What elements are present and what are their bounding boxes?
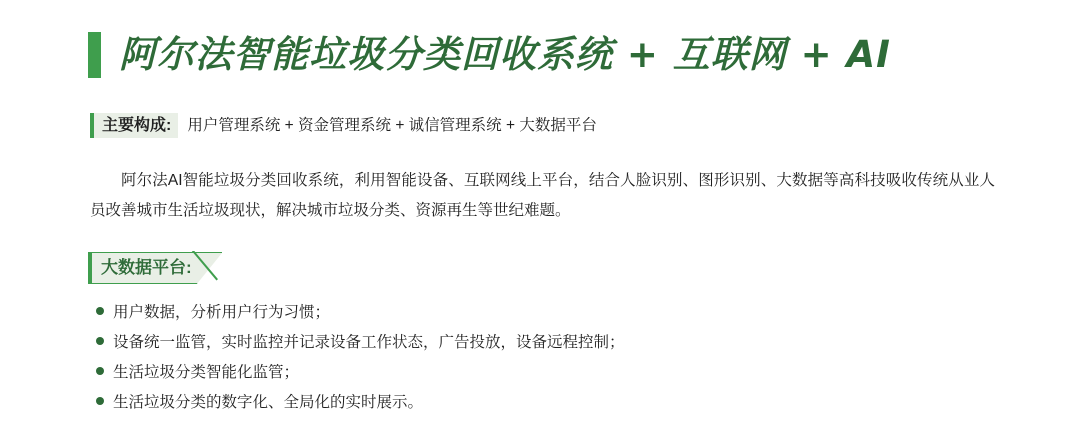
composition-row	[90, 113, 597, 138]
page-title	[88, 32, 891, 78]
bullet-dot-icon	[96, 367, 104, 375]
list-item	[96, 388, 625, 418]
bullet-dot-icon	[96, 337, 104, 345]
bigdata-heading-tag	[88, 252, 222, 284]
list-item-label: 生活垃圾分类的数字化、全局化的实时展示。	[113, 394, 424, 411]
list-item-label: 生活垃圾分类智能化监管；	[113, 364, 300, 381]
list-item	[96, 298, 625, 328]
list-item	[96, 328, 625, 358]
bullet-dot-icon	[96, 307, 104, 315]
bigdata-section-heading	[88, 252, 222, 282]
composition-value: 用户管理系统 + 资金管理系统 + 诚信管理系统 + 大数据平台	[187, 117, 597, 134]
list-item	[96, 358, 625, 388]
bigdata-feature-list	[96, 298, 625, 418]
title-accent-bar	[88, 32, 101, 78]
bigdata-heading-text: 大数据平台:	[101, 258, 192, 277]
list-item-label: 用户数据，分析用户行为习惯；	[113, 304, 331, 321]
composition-label: 主要构成:	[90, 113, 178, 138]
bullet-dot-icon	[96, 397, 104, 405]
notch-line-shape	[189, 251, 223, 287]
list-item-label: 设备统一监管，实时监控并记录设备工作状态，广告投放，设备远程控制；	[113, 334, 625, 351]
title-text: 阿尔法智能垃圾分类回收系统 + 互联网 + AI	[119, 33, 891, 76]
intro-paragraph: 阿尔法AI智能垃圾分类回收系统，利用智能设备、互联网线上平台，结合人脸识别、图形识别、大数据等高科技吸收传统从业人员改善城市生活垃圾现状，解决城市垃圾分类、资源再生等世纪难题。	[90, 171, 995, 219]
